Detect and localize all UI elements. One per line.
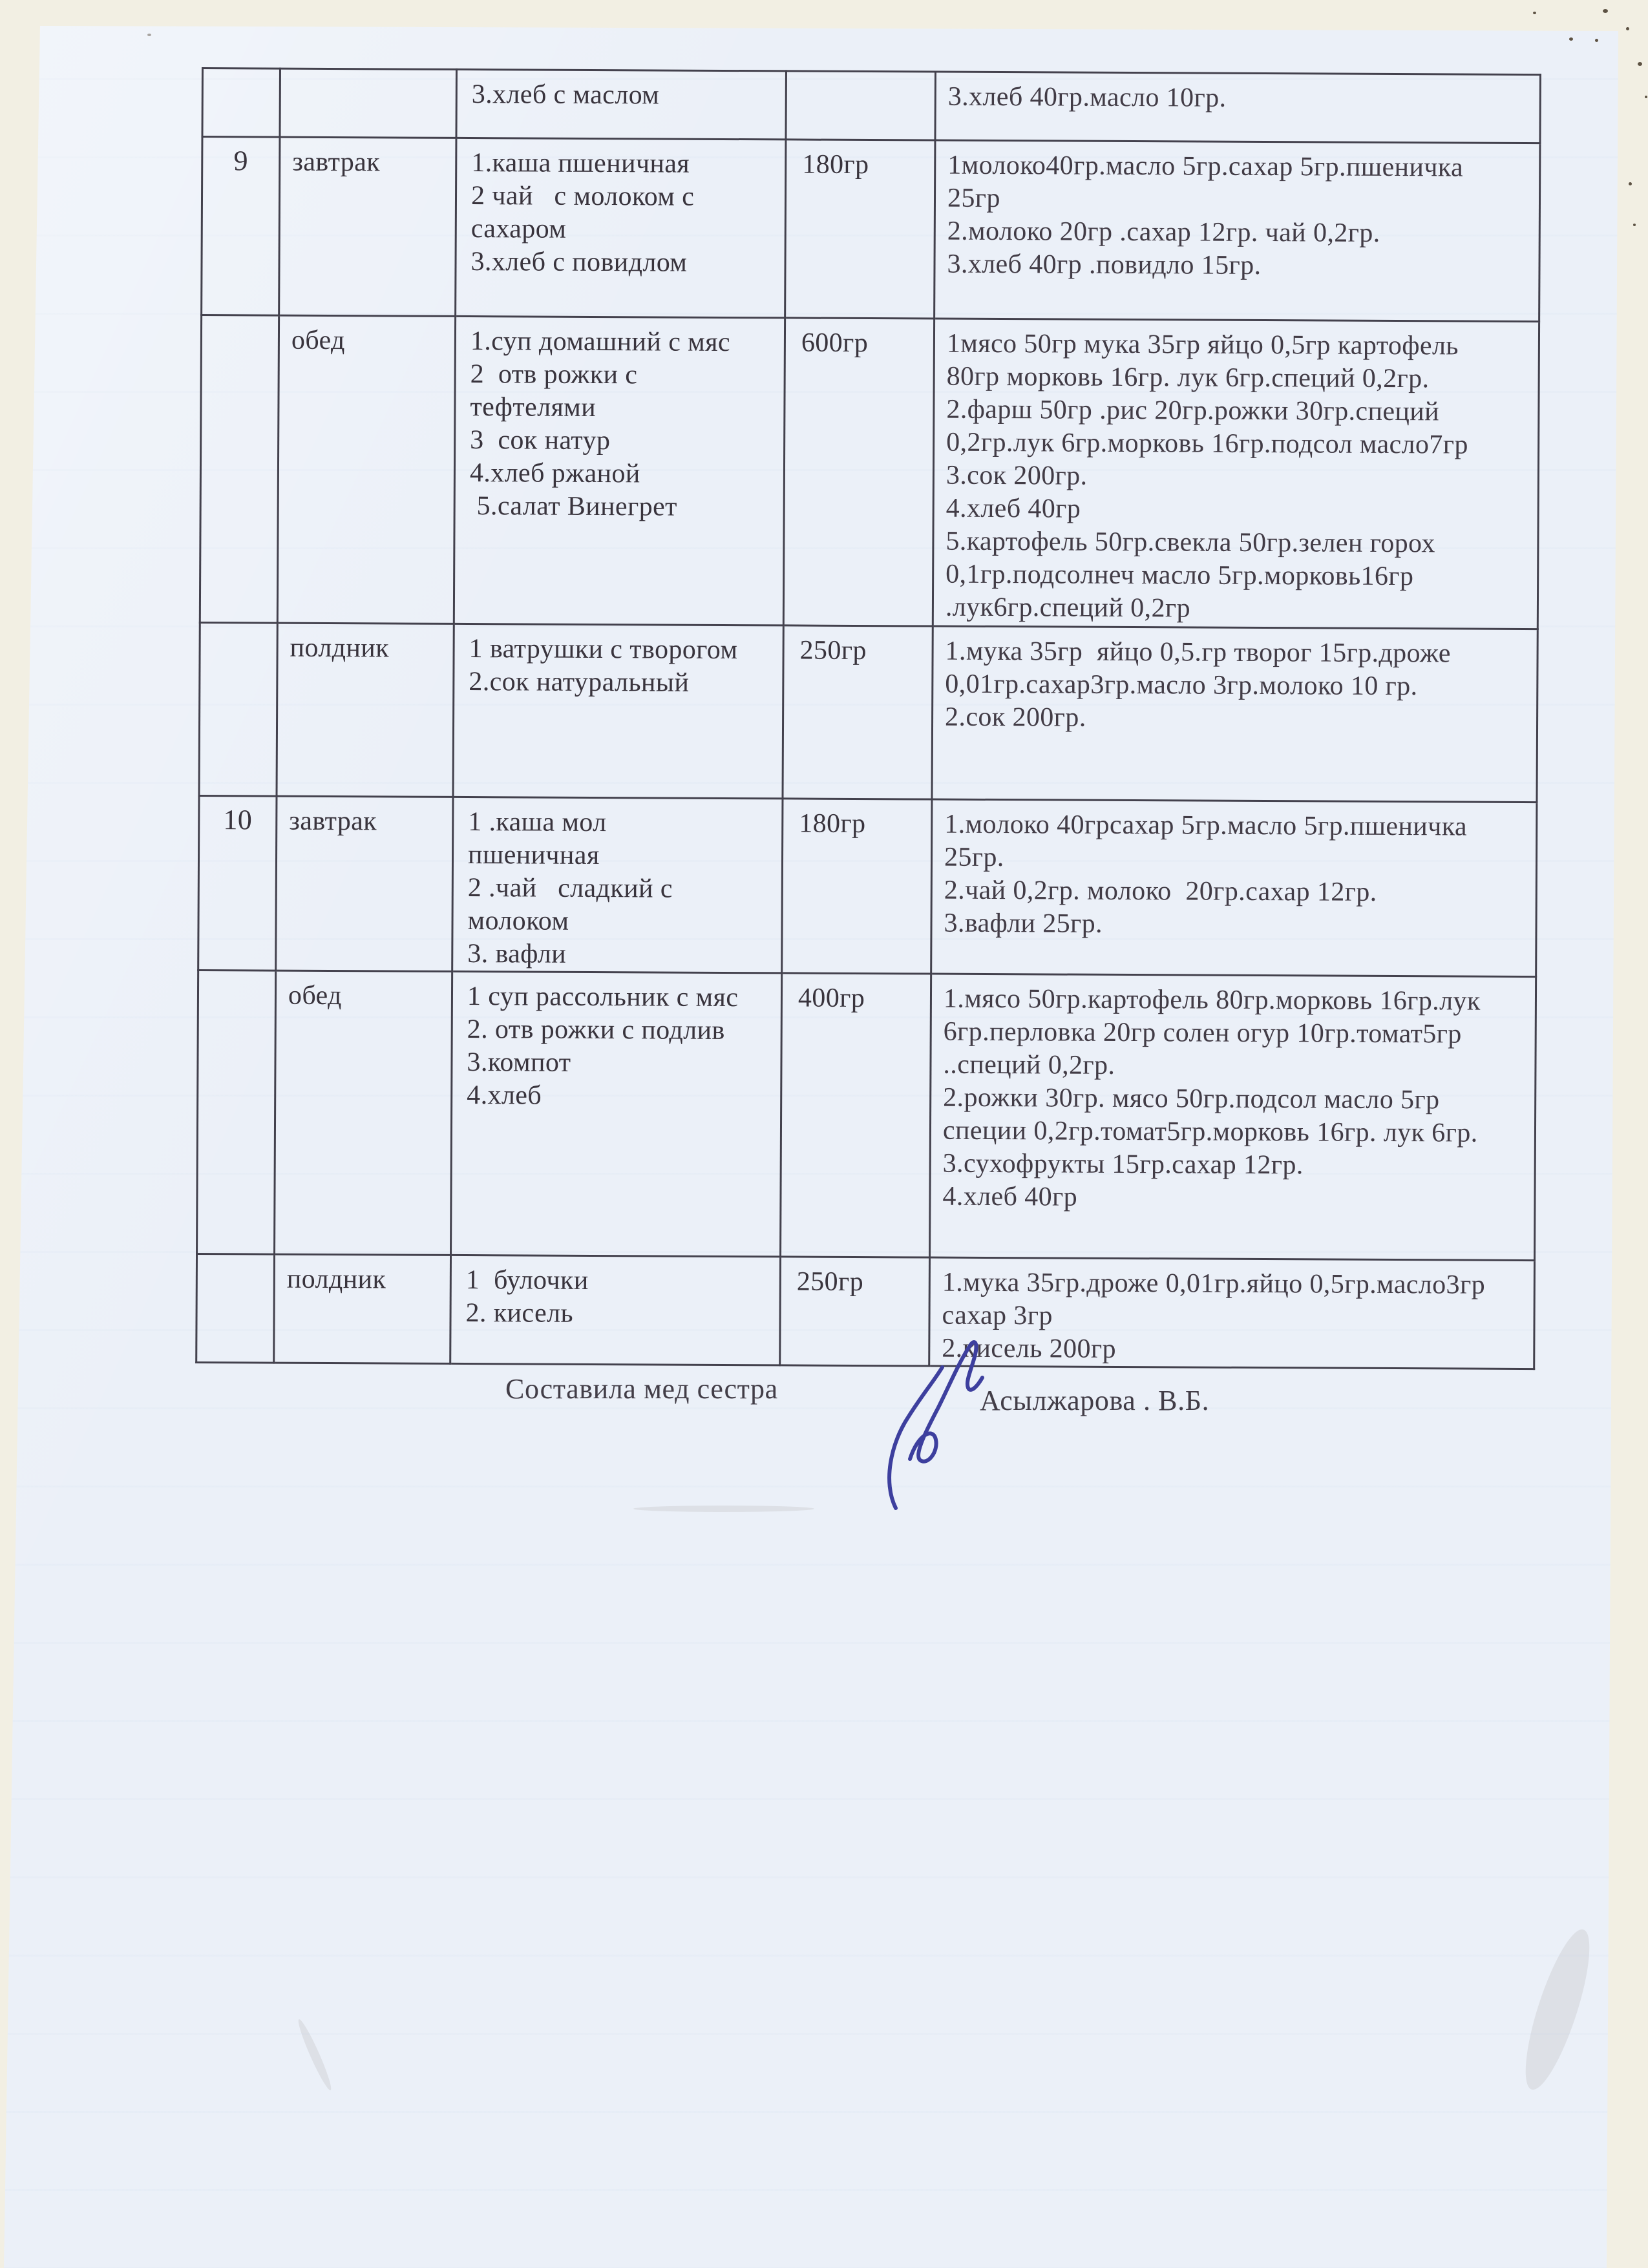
composed-by-label: Составила мед сестра xyxy=(505,1373,778,1405)
ingredients-cell: 1.молоко 40грсахар 5гр.масло 5гр.пшеничка 25гр. 2.чай 0,2гр. молоко 20гр.сахар 12гр. 3.вафли 25гр. xyxy=(931,799,1537,977)
pen-signature-icon xyxy=(874,1330,1009,1517)
ink-speck xyxy=(1603,9,1608,13)
ingredients-cell: 1.мука 35гр.дроже 0,01гр.яйцо 0,5гр.масло3гр сахар 3гр 2.кисель 200гр xyxy=(929,1257,1535,1369)
day-number-cell xyxy=(199,622,277,796)
day-number-cell: 9 xyxy=(202,137,280,316)
day-number-cell xyxy=(202,68,280,138)
ink-speck xyxy=(147,34,151,36)
weight-cell xyxy=(786,71,936,140)
weight-cell: 250гр xyxy=(780,1257,930,1366)
ingredients-cell: 1.мясо 50гр.картофель 80гр.морковь 16гр.лук 6гр.перловка 20гр солен огур 10гр.томат5гр ..специй 0,2гр. 2.рожки 30гр. мясо 50гр.подсол масло 5гр специи 0,2гр.томат5гр.морковь 16гр. лук 6гр. 3.сухофрукты 15гр.сахар 12гр. 4.хлеб 40гр xyxy=(930,974,1536,1261)
weight-cell: 180гр xyxy=(782,799,932,974)
dishes-cell: 3.хлеб с маслом xyxy=(456,69,787,139)
table-row-carryover xyxy=(202,68,1540,143)
ingredients-cell: 3.хлеб 40гр.масло 10гр. xyxy=(935,72,1541,143)
meal-cell: обед xyxy=(277,315,455,624)
weight-cell: 400гр xyxy=(781,973,931,1257)
dishes-cell: 1 булочки 2. кисель xyxy=(450,1255,781,1365)
meal-cell: завтрак xyxy=(276,796,453,971)
ingredients-cell: 1молоко40гр.масло 5гр.сахар 5гр.пшеничка 25гр 2.молоко 20гр .сахар 12гр. чай 0,2гр. 3.хлеб 40гр .повидло 15гр. xyxy=(935,140,1540,322)
meal-cell: обед xyxy=(275,971,452,1255)
dishes-cell: 1 суп рассольник с мяс 2. отв рожки с подлив 3.компот 4.хлеб xyxy=(451,971,782,1256)
dishes-cell: 1 .каша мол пшеничная 2 .чай сладкий с молоком 3. вафли xyxy=(452,797,783,972)
nurse-name: Асылжарова . В.Б. xyxy=(980,1385,1210,1416)
ink-speck xyxy=(1645,96,1647,98)
day-number-cell xyxy=(200,315,279,624)
ink-speck xyxy=(1638,62,1642,66)
ink-speck xyxy=(1533,12,1536,14)
ink-speck xyxy=(1629,182,1632,185)
day-number-cell: 10 xyxy=(198,795,277,971)
ink-speck xyxy=(1626,27,1629,30)
ingredients-cell: 1мясо 50гр мука 35гр яйцо 0,5гр картофель 80гр морковь 16гр. лук 6гр.специй 0,2гр. 2.фарш 50гр .рис 20гр.рожки 30гр.специй 0,2гр.лук 6гр.морковь 16гр.подсол масло7гр 3.сок 200гр. 4.хлеб 40гр 5.картофель 50гр.свекла 50гр.зелен горох 0,1гр.подсолнеч масло 5гр.морковь16гр .лук6гр.специй 0,2гр xyxy=(933,319,1539,629)
dishes-cell: 1 ватрушки с творогом 2.сок натуральный xyxy=(453,624,783,798)
day-number-cell xyxy=(197,970,276,1254)
table-row-day10-snack xyxy=(196,1254,1535,1369)
dishes-cell: 1.каша пшеничная 2 чай с молоком с сахаром 3.хлеб с повидлом xyxy=(456,138,786,317)
meal-cell: полдник xyxy=(277,623,454,797)
table-row-day10-breakfast xyxy=(198,795,1537,976)
scan-smudge xyxy=(633,1506,814,1512)
weight-cell: 250гр xyxy=(783,625,933,799)
ink-speck xyxy=(1633,224,1636,226)
ingredients-cell: 1.мука 35гр яйцо 0,5.гр творог 15гр.дроже 0,01гр.сахар3гр.масло 3гр.молоко 10 гр. 2.сок 200гр. xyxy=(932,626,1537,803)
meal-cell: завтрак xyxy=(279,137,456,316)
weight-cell: 180гр xyxy=(785,140,935,319)
ink-speck xyxy=(1569,37,1573,41)
weight-cell: 600гр xyxy=(783,318,934,626)
ink-speck xyxy=(1595,39,1598,42)
table-row-day10-lunch xyxy=(197,970,1536,1260)
menu-table xyxy=(195,67,1541,1370)
meal-cell xyxy=(280,68,457,138)
dishes-cell: 1.суп домашний с мяс 2 отв рожки с тефтелями 3 сок натур 4.хлеб ржаной 5.салат Винегрет xyxy=(454,316,785,625)
meal-cell: полдник xyxy=(274,1254,451,1363)
table-row-day9-lunch xyxy=(200,315,1539,629)
table-row-day9-snack xyxy=(199,622,1537,802)
table-row-day9-breakfast xyxy=(202,137,1540,322)
day-number-cell xyxy=(196,1254,275,1363)
